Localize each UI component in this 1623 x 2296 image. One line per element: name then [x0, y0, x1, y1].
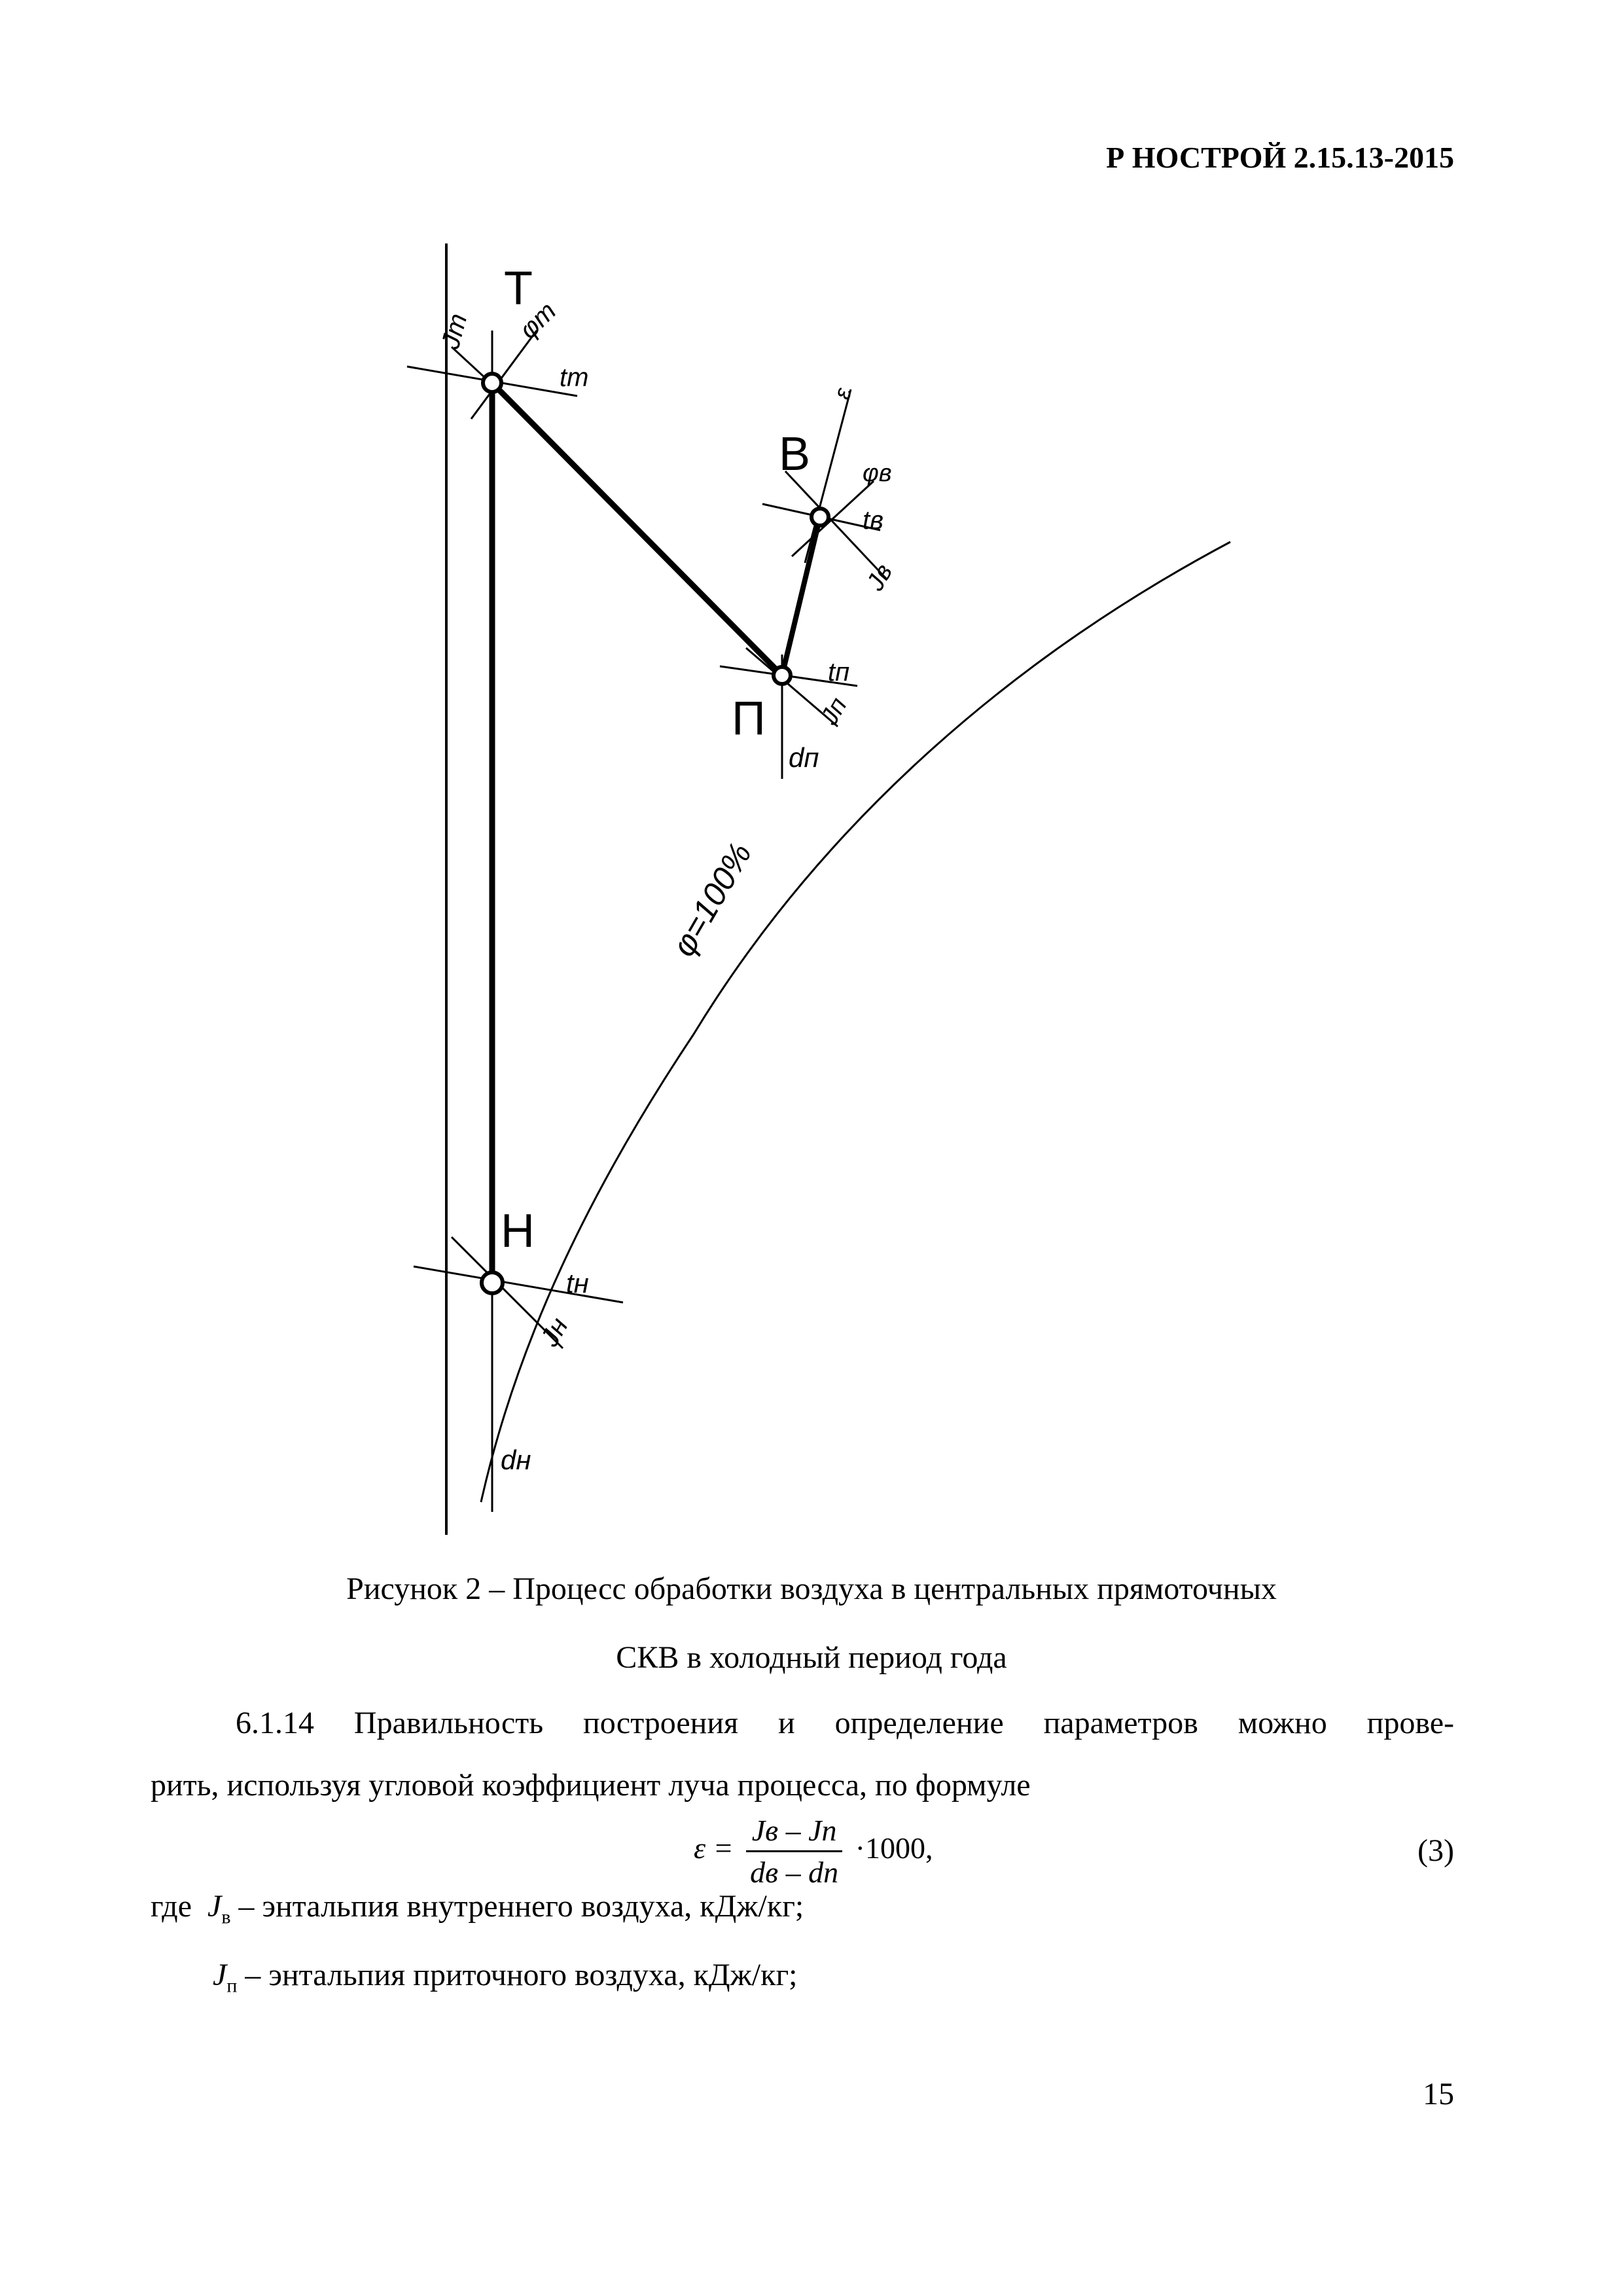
label-j-n: Jн [535, 1313, 574, 1352]
definition-j-p-text: – энтальпия приточного воздуха, кДж/кг; [237, 1958, 798, 1992]
formula-denominator: dв – dп [750, 1856, 839, 1889]
label-d-p: dп [789, 742, 819, 773]
figure-caption-line2: СКВ в холодный период года [616, 1640, 1007, 1675]
process-line-p-v [782, 517, 820, 675]
formula-lhs: ε = [694, 1831, 734, 1865]
label-t-v: tв [863, 506, 883, 535]
point-n-marker [482, 1272, 503, 1293]
document-code-header: Р НОСТРОЙ 2.15.13-2015 [1106, 141, 1454, 174]
point-p-label: П [732, 692, 766, 745]
point-v-marker [812, 509, 829, 526]
point-t-label: Т [504, 262, 533, 315]
process-line-t-p [492, 383, 782, 675]
label-phi-v: φв [863, 459, 892, 487]
label-t-n: tн [566, 1268, 589, 1299]
definition-j-p-symbol: J [213, 1958, 227, 1992]
formula-tail: ·1000, [855, 1831, 933, 1865]
label-d-n: dн [501, 1444, 531, 1475]
point-t-marker [483, 374, 501, 392]
formula-3 [694, 1813, 933, 1890]
definition-j-p [213, 1957, 797, 1998]
definition-j-v-symbol: J [207, 1889, 222, 1924]
label-phi-t: φт [514, 296, 562, 345]
definition-j-v-subscript: в [221, 1906, 231, 1928]
page-number: 15 [1423, 2077, 1454, 2111]
label-t-t: tт [560, 363, 589, 392]
equation-number: (3) [1418, 1833, 1454, 1868]
formula-fraction [746, 1813, 842, 1890]
definition-j-p-subscript: п [226, 1975, 238, 1997]
definition-j-v-text: – энтальпия внутреннего воздуха, кДж/кг; [230, 1889, 804, 1924]
formula-numerator: Jв – Jп [746, 1813, 842, 1852]
figure-caption-line1: Рисунок 2 – Процесс обработки воздуха в центральных прямоточных [346, 1571, 1277, 1606]
paragraph-line1: 6.1.14 Правильность построения и определение параметров можно прове- [236, 1706, 1454, 1740]
label-saturation-curve: φ=100% [665, 836, 759, 963]
definition-lead: где [151, 1889, 192, 1924]
label-t-p: tп [828, 658, 850, 687]
point-p-marker [774, 667, 791, 684]
paragraph-line2: рить, используя угловой коэффициент луча процесса, по формуле [151, 1768, 1031, 1803]
label-j-t: Jт [436, 310, 473, 352]
definition-j-v [151, 1888, 804, 1929]
label-j-p: Jп [815, 692, 853, 730]
label-eps: ε [828, 385, 857, 403]
point-v-label: В [779, 428, 811, 480]
label-j-v: Jв [861, 559, 899, 596]
point-n-label: Н [501, 1205, 535, 1257]
